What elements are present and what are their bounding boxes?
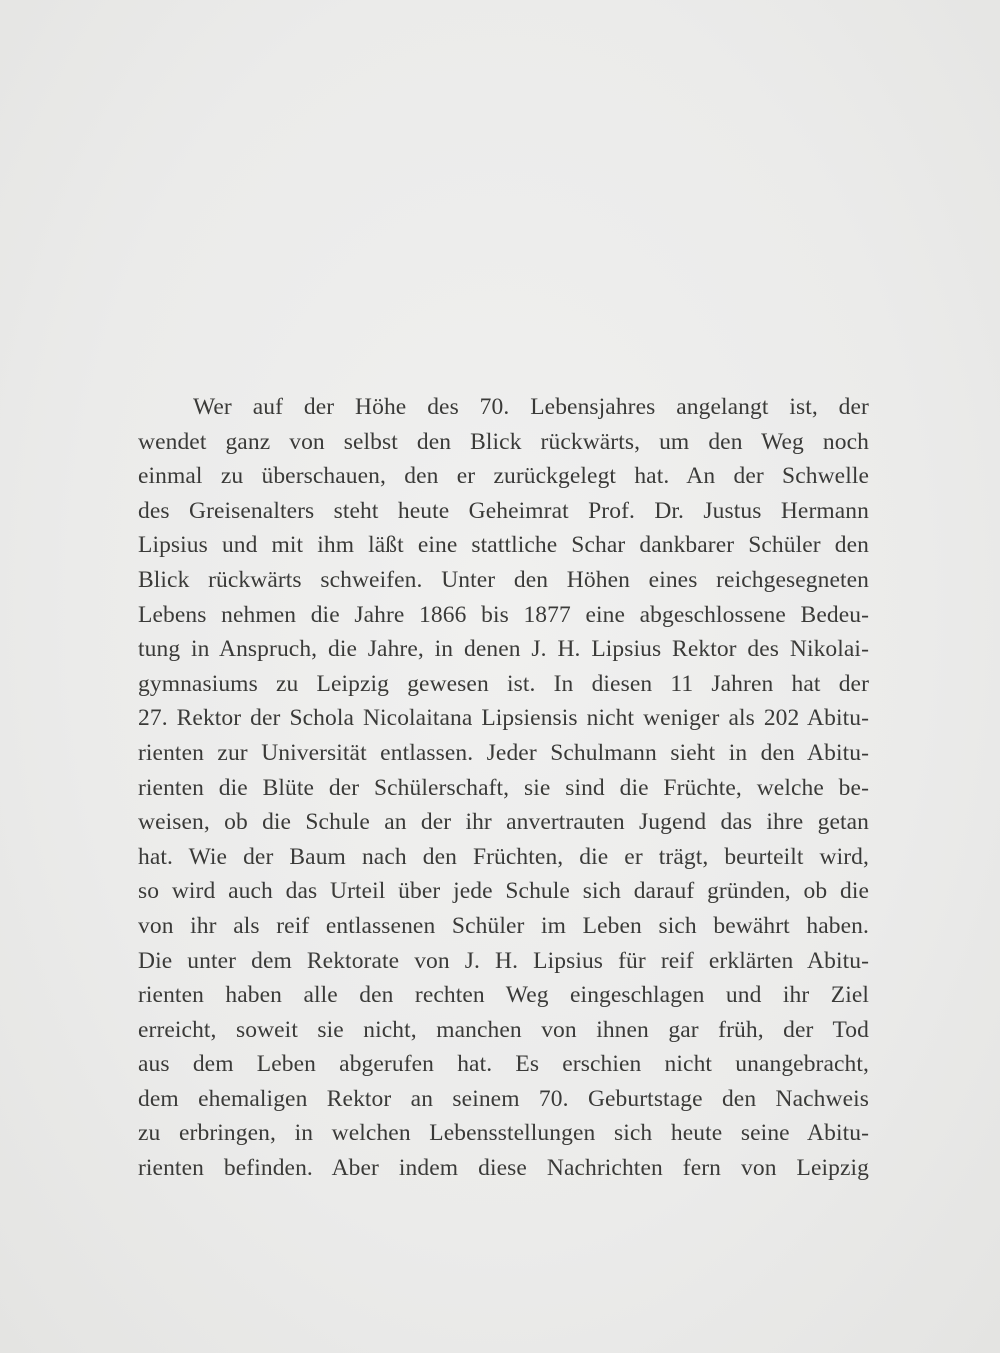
- text-line: wendet ganz von selbst den Blick rückwärts, um den Weg noch: [138, 428, 869, 455]
- text-line: rienten befinden. Aber indem diese Nachrichten fern von Leipzig: [138, 1155, 869, 1182]
- text-line: erreicht, soweit sie nicht, manchen von ihnen gar früh, der Tod: [138, 1016, 869, 1043]
- text-line: Wer auf der Höhe des 70. Lebensjahres angelangt ist, der: [193, 394, 869, 420]
- text-line: des Greisenalters steht heute Geheimrat Prof. Dr. Justus Hermann: [138, 497, 869, 524]
- text-line: zu erbringen, in welchen Lebensstellungen sich heute seine Abitu-: [138, 1120, 869, 1147]
- text-line: aus dem Leben abgerufen hat. Es erschien nicht unangebracht,: [138, 1051, 869, 1078]
- text-line: rienten die Blüte der Schülerschaft, sie sind die Früchte, welche be-: [138, 774, 869, 801]
- text-line: Blick rückwärts schweifen. Unter den Höhen eines reichgesegneten: [138, 566, 869, 593]
- text-line: Die unter dem Rektorate von J. H. Lipsius für reif erklärten Abitu-: [138, 947, 869, 974]
- text-line: 27. Rektor der Schola Nicolaitana Lipsiensis nicht weniger als 202 Abitu-: [138, 705, 869, 732]
- text-line: Lebens nehmen die Jahre 1866 bis 1877 eine abgeschlossene Bedeu-: [138, 601, 869, 628]
- text-line: rienten haben alle den rechten Weg eingeschlagen und ihr Ziel: [138, 982, 869, 1009]
- text-line: Lipsius und mit ihm läßt eine stattliche Schar dankbarer Schüler den: [138, 532, 869, 559]
- text-line: tung in Anspruch, die Jahre, in denen J. H. Lipsius Rektor des Nikolai-: [138, 636, 869, 663]
- text-line: gymnasiums zu Leipzig gewesen ist. In diesen 11 Jahren hat der: [138, 670, 869, 697]
- text-line: von ihr als reif entlassenen Schüler im Leben sich bewährt haben.: [138, 912, 869, 939]
- text-line: einmal zu überschauen, den er zurückgelegt hat. An der Schwelle: [138, 463, 869, 490]
- text-line: rienten zur Universität entlassen. Jeder Schulmann sieht in den Abitu-: [138, 739, 869, 766]
- text-line: weisen, ob die Schule an der ihr anvertrauten Jugend das ihre getan: [138, 809, 869, 836]
- text-line: hat. Wie der Baum nach den Früchten, die er trägt, beurteilt wird,: [138, 843, 869, 870]
- body-paragraph: [138, 390, 869, 1186]
- text-line: so wird auch das Urteil über jede Schule sich darauf gründen, ob die: [138, 878, 869, 905]
- text-line: dem ehemaligen Rektor an seinem 70. Geburtstage den Nachweis: [138, 1085, 869, 1112]
